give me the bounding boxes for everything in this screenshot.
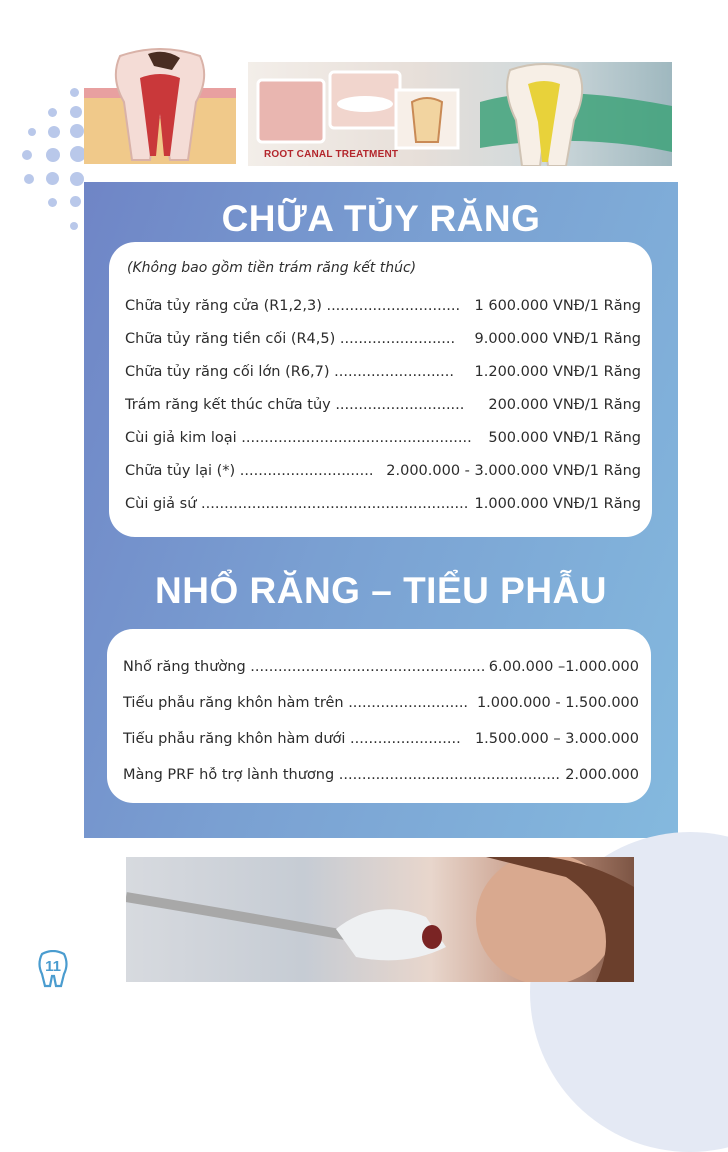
extraction-title: NHỔ RĂNG – TIỂU PHẪU bbox=[155, 570, 607, 611]
price-row-label: Nhổ răng thường ................................................... bbox=[123, 659, 486, 675]
price-row bbox=[125, 331, 641, 347]
price-row-label: Chữa tủy răng tiền cối (R4,5) ......................... bbox=[125, 331, 456, 347]
price-row-value: 9.000.000 VNĐ/1 Răng bbox=[474, 331, 641, 347]
root-canal-banner bbox=[248, 62, 672, 166]
root-canal-price-card bbox=[109, 242, 652, 537]
price-row bbox=[125, 364, 641, 380]
price-row-value: 6.00.000 –1.000.000 bbox=[488, 659, 639, 675]
price-row bbox=[125, 496, 641, 512]
price-row-value: 500.000 VNĐ/1 Răng bbox=[488, 430, 641, 446]
price-row-value: 2.000.000 bbox=[565, 767, 639, 783]
price-row-label: Tiểu phẫu răng khôn hàm dưới ........................ bbox=[123, 731, 461, 747]
price-row-label: Màng PRF hỗ trợ lành thương ................................................ bbox=[123, 767, 561, 783]
root-canal-note: (Không bao gồm tiền trám răng kết thúc) bbox=[127, 260, 417, 276]
price-row-value: 1.200.000 VNĐ/1 Răng bbox=[474, 364, 641, 380]
price-row bbox=[125, 397, 641, 413]
price-row-label: Chữa tủy lại (*) ............................. bbox=[125, 463, 374, 479]
extraction-price-card bbox=[107, 629, 651, 803]
page-number-text: 11 bbox=[45, 958, 61, 975]
price-row bbox=[125, 463, 641, 479]
price-row-value: 1.000.000 - 1.500.000 bbox=[476, 695, 639, 711]
price-row bbox=[125, 298, 641, 314]
price-row-label: Tiểu phẫu răng khôn hàm trên .......................... bbox=[123, 695, 469, 711]
price-row bbox=[123, 695, 639, 711]
price-panel bbox=[84, 182, 678, 838]
price-row-value: 200.000 VNĐ/1 Răng bbox=[488, 397, 641, 413]
root-canal-title: CHỮA TỦY RĂNG bbox=[221, 198, 541, 239]
price-row-value: 1 600.000 VNĐ/1 Răng bbox=[474, 298, 641, 314]
price-row bbox=[123, 767, 639, 783]
tooth-decay-illustration bbox=[84, 48, 236, 164]
price-row-value: 2.000.000 - 3.000.000 VNĐ/1 Răng bbox=[386, 463, 641, 479]
price-row bbox=[123, 659, 639, 675]
price-row-label: Cùi giả sứ .......................................................... bbox=[125, 496, 469, 512]
price-row-label: Chữa tủy răng cửa (R1,2,3) ............................. bbox=[125, 298, 461, 314]
dental-patient-photo bbox=[126, 857, 634, 982]
price-row-label: Cùi giả kim loại .................................................. bbox=[125, 430, 472, 446]
price-row-label: Chữa tủy răng cối lớn (R6,7) .......................... bbox=[125, 364, 454, 380]
price-row bbox=[123, 731, 639, 747]
price-row-value: 1.000.000 VNĐ/1 Răng bbox=[474, 496, 641, 512]
price-row bbox=[125, 430, 641, 446]
root-canal-banner-label: ROOT CANAL TREATMENT bbox=[264, 149, 399, 160]
price-row-label: Trám răng kết thúc chữa tủy ............................ bbox=[125, 397, 465, 413]
price-row-value: 1.500.000 – 3.000.000 bbox=[474, 731, 639, 747]
page-number bbox=[36, 950, 70, 988]
